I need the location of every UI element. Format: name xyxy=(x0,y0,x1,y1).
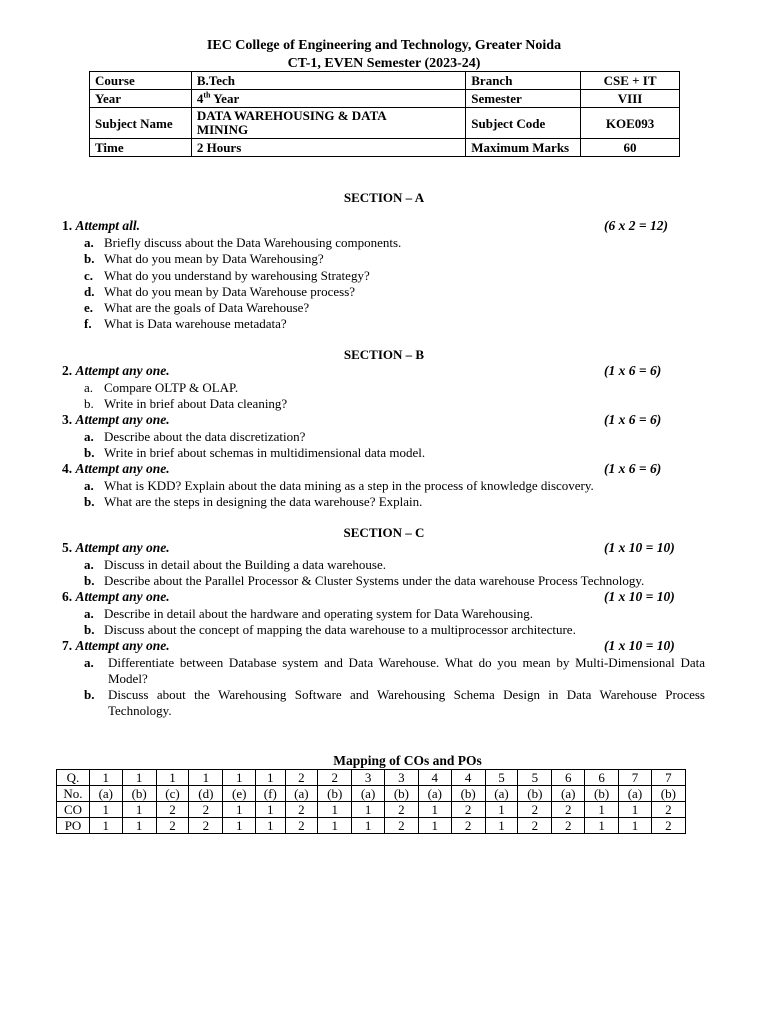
question-2-item xyxy=(84,396,287,412)
question-2-header xyxy=(62,363,170,379)
course-label: Course xyxy=(90,72,192,90)
mapping-cell: 1 xyxy=(90,818,123,834)
question-4-item xyxy=(84,494,422,510)
mapping-cell: (a) xyxy=(352,786,385,802)
mapping-cell: 2 xyxy=(156,818,189,834)
question-6-header xyxy=(62,589,170,605)
item-letter: b. xyxy=(84,251,95,266)
mapping-cell: (a) xyxy=(90,786,123,802)
mapping-cell: (e) xyxy=(223,786,256,802)
mapping-cell: 7 xyxy=(619,770,652,786)
item-text: Describe in detail about the hardware and operating system for Data Warehousing. xyxy=(104,606,534,621)
mapping-cell: 1 xyxy=(122,818,156,834)
mapping-cell: 1 xyxy=(223,818,256,834)
mapping-title: Mapping of COs and POs xyxy=(333,753,482,768)
mapping-cell: 1 xyxy=(318,802,352,818)
mapping-cell: 2 xyxy=(189,818,223,834)
mapping-cell: 1 xyxy=(256,818,286,834)
question-4-marks: (1 x 6 = 6) xyxy=(604,461,662,476)
item-letter: a. xyxy=(84,557,94,572)
mapping-cell: 1 xyxy=(585,802,619,818)
subject-name-line-2: MINING xyxy=(196,122,249,137)
question-7-item xyxy=(84,655,705,687)
item-text: What are the steps in designing the data warehouse? Explain. xyxy=(104,494,423,509)
mapping-cell: 2 xyxy=(518,818,552,834)
question-5-header xyxy=(62,540,170,556)
question-1-item xyxy=(84,251,324,267)
question-4-header xyxy=(62,461,170,477)
mapping-cell: 2 xyxy=(285,770,318,786)
mapping-cell: (f) xyxy=(256,786,286,802)
mapping-cell: (a) xyxy=(552,786,585,802)
item-text: Write in brief about Data cleaning? xyxy=(104,396,288,411)
question-6-marks: (1 x 10 = 10) xyxy=(604,589,675,604)
college-name: IEC College of Engineering and Technology, Greater Noida xyxy=(206,38,562,53)
mapping-cell: 1 xyxy=(223,802,256,818)
mapping-cell: 4 xyxy=(451,770,485,786)
question-3-header xyxy=(62,412,170,428)
item-letter: a. xyxy=(84,380,94,395)
mapping-cell: 2 xyxy=(651,818,685,834)
mapping-cell: 1 xyxy=(90,802,123,818)
mapping-cell: (d) xyxy=(189,786,223,802)
item-letter: a. xyxy=(84,429,94,444)
mapping-cell: 2 xyxy=(552,818,585,834)
item-letter: b. xyxy=(84,573,95,588)
mapping-row-co xyxy=(57,802,686,818)
mapping-cell: 1 xyxy=(122,802,156,818)
course-info-table xyxy=(89,71,680,157)
question-5-marks: (1 x 10 = 10) xyxy=(604,540,675,555)
exam-title: CT-1, EVEN Semester (2023-24) xyxy=(287,56,481,71)
item-letter: a. xyxy=(84,478,94,493)
question-2-item xyxy=(84,380,238,396)
mapping-cell: 1 xyxy=(619,818,652,834)
mapping-cell: 3 xyxy=(384,770,418,786)
item-letter: a. xyxy=(84,606,94,621)
item-text: What are the goals of Data Warehouse? xyxy=(104,300,310,315)
section-b-heading: SECTION – B xyxy=(343,347,425,362)
item-text: Discuss about the concept of mapping the data warehouse to a multiprocessor architecture. xyxy=(104,622,576,637)
question-5-item xyxy=(84,573,644,589)
mapping-cell: 1 xyxy=(256,770,286,786)
mapping-row-label: PO xyxy=(57,818,90,834)
year-suffix: th xyxy=(203,90,211,100)
mapping-cell: 1 xyxy=(122,770,156,786)
question-6-instruction: Attempt any one. xyxy=(75,589,170,604)
mapping-cell: 1 xyxy=(619,802,652,818)
mapping-cell: (b) xyxy=(384,786,418,802)
mapping-cell: 5 xyxy=(518,770,552,786)
max-marks-label: Maximum Marks xyxy=(466,139,581,157)
item-text: Describe about the Parallel Processor & Cluster Systems under the data warehouse Process Technology. xyxy=(104,573,645,588)
mapping-cell: 3 xyxy=(352,770,385,786)
item-text: Discuss about the Warehousing Software and Warehousing Schema Design in Data Warehouse Process Technology. xyxy=(108,687,705,718)
item-letter: b. xyxy=(84,622,95,637)
year-word: Year xyxy=(213,91,240,106)
branch-label: Branch xyxy=(466,72,581,90)
question-1-item xyxy=(84,284,355,300)
section-a-heading: SECTION – A xyxy=(343,190,425,205)
item-letter: a. xyxy=(84,655,94,670)
question-3-instruction: Attempt any one. xyxy=(75,412,170,427)
item-letter: f. xyxy=(84,316,92,331)
mapping-row-q-part xyxy=(57,786,686,802)
subject-name-line-1: DATA WAREHOUSING & DATA xyxy=(196,108,387,123)
mapping-cell: 2 xyxy=(189,802,223,818)
question-4-item xyxy=(84,478,594,494)
item-text: What do you mean by Data Warehousing? xyxy=(104,251,324,266)
question-6-number: 6. xyxy=(62,589,73,604)
item-letter: d. xyxy=(84,284,95,299)
subject-code-label: Subject Code xyxy=(466,108,581,139)
item-text: Discuss in detail about the Building a data warehouse. xyxy=(104,557,386,572)
mapping-cell: 2 xyxy=(384,818,418,834)
mapping-row-label: No. xyxy=(57,786,90,802)
subject-code-value: KOE093 xyxy=(581,108,680,139)
item-text: Briefly discuss about the Data Warehousing components. xyxy=(104,235,402,250)
mapping-cell: 1 xyxy=(318,818,352,834)
mapping-cell: 1 xyxy=(352,802,385,818)
question-7-header xyxy=(62,638,170,654)
question-1-item xyxy=(84,235,401,251)
mapping-cell: 5 xyxy=(485,770,518,786)
mapping-cell: (b) xyxy=(518,786,552,802)
mapping-cell: 1 xyxy=(256,802,286,818)
mapping-cell: 6 xyxy=(552,770,585,786)
semester-label: Semester xyxy=(466,90,581,108)
mapping-row-po xyxy=(57,818,686,834)
mapping-cell: 2 xyxy=(451,802,485,818)
question-5-item xyxy=(84,557,386,573)
mapping-cell: (c) xyxy=(156,786,189,802)
section-c-heading: SECTION – C xyxy=(343,525,425,540)
mapping-cell: 1 xyxy=(223,770,256,786)
time-value: 2 Hours xyxy=(191,139,465,157)
year-row xyxy=(90,90,680,108)
mapping-cell: (a) xyxy=(419,786,452,802)
mapping-cell: (a) xyxy=(619,786,652,802)
course-row xyxy=(90,72,680,90)
item-letter: b. xyxy=(84,396,94,411)
mapping-cell: (b) xyxy=(651,786,685,802)
item-text: Write in brief about schemas in multidimensional data model. xyxy=(104,445,426,460)
question-5-number: 5. xyxy=(62,540,73,555)
item-text: Differentiate between Database system and Data Warehouse. What do you mean by Multi-Dimensional Data Model? xyxy=(108,655,705,686)
mapping-cell: 1 xyxy=(485,802,518,818)
item-letter: e. xyxy=(84,300,94,315)
max-marks-value: 60 xyxy=(581,139,680,157)
question-1-marks: (6 x 2 = 12) xyxy=(604,218,668,233)
mapping-row-label: CO xyxy=(57,802,90,818)
semester-value: VIII xyxy=(581,90,680,108)
question-3-item xyxy=(84,445,425,461)
question-4-number: 4. xyxy=(62,461,73,476)
question-1-number: 1. xyxy=(62,218,73,233)
course-value: B.Tech xyxy=(191,72,465,90)
year-number: 4 xyxy=(196,91,204,106)
question-1-item xyxy=(84,316,287,332)
mapping-cell: 1 xyxy=(585,818,619,834)
item-text: Compare OLTP & OLAP. xyxy=(104,380,239,395)
subject-name-label: Subject Name xyxy=(90,108,192,139)
question-7-instruction: Attempt any one. xyxy=(75,638,170,653)
question-7-number: 7. xyxy=(62,638,73,653)
mapping-row-label: Q. xyxy=(57,770,90,786)
mapping-cell: 2 xyxy=(285,802,318,818)
question-3-number: 3. xyxy=(62,412,73,427)
item-text: Describe about the data discretization? xyxy=(104,429,306,444)
branch-value: CSE + IT xyxy=(581,72,680,90)
question-2-marks: (1 x 6 = 6) xyxy=(604,363,662,378)
mapping-cell: (b) xyxy=(451,786,485,802)
mapping-cell: 2 xyxy=(318,770,352,786)
time-label: Time xyxy=(90,139,192,157)
question-1-instruction: Attempt all. xyxy=(75,218,141,233)
question-2-instruction: Attempt any one. xyxy=(75,363,170,378)
item-text: What do you understand by warehousing Strategy? xyxy=(104,268,370,283)
mapping-cell: 2 xyxy=(552,802,585,818)
mapping-cell: 2 xyxy=(285,818,318,834)
time-row xyxy=(90,139,680,157)
year-label: Year xyxy=(90,90,192,108)
mapping-cell: 1 xyxy=(90,770,123,786)
mapping-cell: 1 xyxy=(419,818,452,834)
subject-name-value xyxy=(191,108,465,139)
mapping-cell: 6 xyxy=(585,770,619,786)
item-text: What is Data warehouse metadata? xyxy=(104,316,287,331)
question-1-item xyxy=(84,300,309,316)
item-letter: c. xyxy=(84,268,94,283)
mapping-cell: 2 xyxy=(156,802,189,818)
question-7-item xyxy=(84,687,705,719)
question-1-header xyxy=(62,218,140,234)
mapping-cell: 1 xyxy=(156,770,189,786)
question-3-marks: (1 x 6 = 6) xyxy=(604,412,662,427)
mapping-cell: 1 xyxy=(485,818,518,834)
question-7-marks: (1 x 10 = 10) xyxy=(604,638,675,653)
mapping-cell: 2 xyxy=(384,802,418,818)
item-text: What is KDD? Explain about the data mining as a step in the process of knowledge discovery. xyxy=(104,478,594,493)
question-6-item xyxy=(84,622,576,638)
question-3-item xyxy=(84,429,305,445)
mapping-cell: 7 xyxy=(651,770,685,786)
mapping-cell: 4 xyxy=(419,770,452,786)
mapping-cell: (b) xyxy=(585,786,619,802)
subject-row xyxy=(90,108,680,139)
item-letter: b. xyxy=(84,445,95,460)
co-po-mapping-table xyxy=(56,769,686,834)
mapping-cell: (b) xyxy=(122,786,156,802)
mapping-cell: (a) xyxy=(485,786,518,802)
question-2-number: 2. xyxy=(62,363,73,378)
item-text: What do you mean by Data Warehouse process? xyxy=(104,284,356,299)
question-4-instruction: Attempt any one. xyxy=(75,461,170,476)
mapping-cell: 2 xyxy=(518,802,552,818)
mapping-row-q-number xyxy=(57,770,686,786)
item-letter: b. xyxy=(84,687,95,702)
question-5-instruction: Attempt any one. xyxy=(75,540,170,555)
mapping-cell: (b) xyxy=(318,786,352,802)
question-6-item xyxy=(84,606,533,622)
item-letter: a. xyxy=(84,235,94,250)
year-value xyxy=(191,90,465,108)
mapping-cell: 2 xyxy=(451,818,485,834)
mapping-cell: 1 xyxy=(352,818,385,834)
question-1-item xyxy=(84,268,370,284)
mapping-cell: (a) xyxy=(285,786,318,802)
mapping-cell: 1 xyxy=(419,802,452,818)
mapping-cell: 1 xyxy=(189,770,223,786)
mapping-cell: 2 xyxy=(651,802,685,818)
item-letter: b. xyxy=(84,494,95,509)
